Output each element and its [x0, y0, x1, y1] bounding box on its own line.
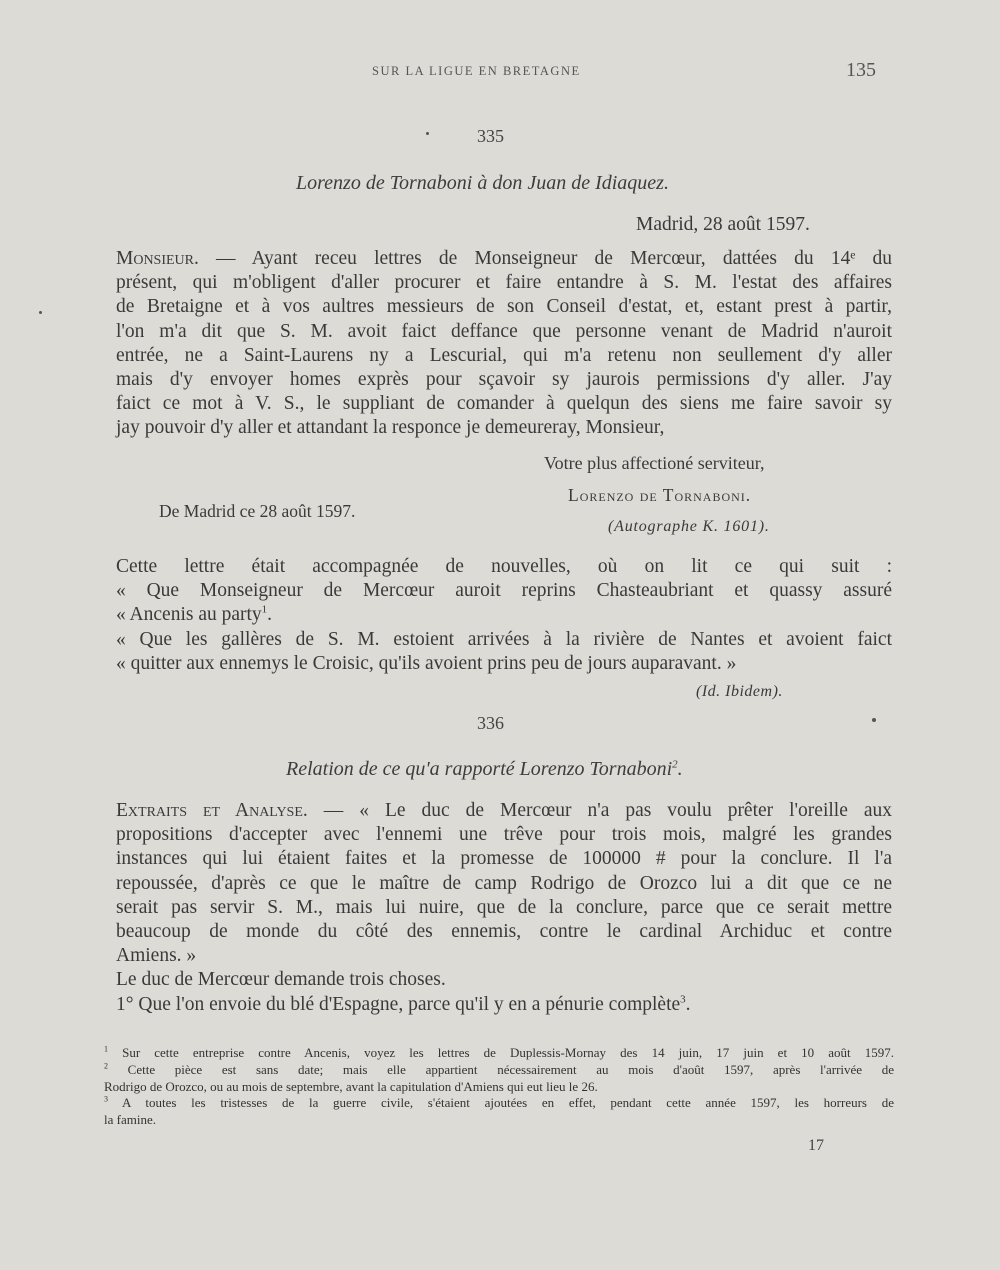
running-head: SUR LA LIGUE EN BRETAGNE: [372, 64, 581, 78]
footnote-ref: 2: [672, 758, 678, 771]
text-line: instances qui lui étaient faites et la promesse de 100000 # pour la conclure. Il l'a: [116, 848, 892, 870]
document-title: Lorenzo de Tornaboni à don Juan de Idiaquez.: [296, 172, 669, 194]
source-reference: (Autographe K. 1601).: [608, 518, 770, 535]
text-line: faict ce mot à V. S., le suppliant de comander à quelqun des siens me faire savoir sy: [116, 393, 892, 415]
source-reference: (Id. Ibidem).: [696, 683, 783, 700]
document-number: 336: [477, 713, 504, 733]
footnote-3-cont: la famine.: [104, 1112, 156, 1128]
footnote-3: $^3$ A toutes les tristesses de la guerre civile, s'étaient ajoutées en effet, pendant cette année 1597, les horreurs de: [104, 1095, 894, 1111]
document-number: 335: [477, 126, 504, 146]
text-line: Monsieur. — Ayant receu lettres de Monseigneur de Mercœur, dattées du 14ᵉ du: [116, 248, 892, 269]
text-line: jay pouvoir d'y aller et attandant la responce je demeureray, Monsieur,: [116, 417, 665, 439]
text-line: présent, qui m'obligent d'aller procurer et faire entandre à S. M. l'estat des affaires: [116, 272, 892, 294]
document-title: Relation de ce qu'a rapporté Lorenzo Tornaboni$^2$.: [286, 758, 683, 780]
text-line: Extraits et Analyse. — « Le duc de Mercœur n'a pas voulu prêter l'oreille aux: [116, 800, 892, 821]
paper-speck: [39, 311, 42, 314]
text-line: entrée, ne a Saint-Laurens ny a Lescurial, qui m'a retenu non seullement d'y aller: [116, 344, 892, 366]
paper-speck: [872, 718, 876, 722]
news-paragraph: [116, 555, 892, 676]
text-line: Cette lettre était accompagnée de nouvelles, où on lit ce qui suit :: [116, 556, 892, 577]
text-line: serait pas servir S. M., mais lui nuire, que de la conclure, parce que ce serait mettre: [116, 896, 892, 918]
footnotes: [104, 1045, 894, 1129]
text-line: 1° Que l'on envoie du blé d'Espagne, parce qu'il y en a pénurie complète$^3$.: [116, 993, 691, 1015]
text-line: « quitter aux ennemys le Croisic, qu'ils avoient prins peu de jours auparavant. »: [116, 652, 737, 674]
letter-place-date: De Madrid ce 28 août 1597.: [159, 501, 356, 521]
footnote-2-cont: Rodrigo de Orozco, ou au mois de septembre, avant la capitulation d'Amiens qui eut lieu le 26.: [104, 1078, 598, 1094]
text-line: de Bretaigne et à vos aultres messieurs de son Conseil d'estat, et, estant prest à partir,: [116, 296, 892, 318]
letter-signature: Lorenzo de Tornaboni.: [568, 485, 752, 505]
text-line: mais d'y envoyer homes exprès pour sçavoir sy jaurois permissions d'y aller. J'ay: [116, 369, 892, 391]
text-line: « Que Monseigneur de Mercœur auroit reprins Chasteaubriant et quassy assuré: [116, 580, 892, 602]
report-body: [116, 799, 892, 1017]
footnote-ref: 1: [261, 603, 268, 616]
text-line: beaucoup de monde du côté des ennemis, contre le cardinal Archiduc et contre: [116, 921, 892, 943]
text-line: Le duc de Mercœur demande trois choses.: [116, 969, 446, 991]
footnote-1: $^1$ Sur cette entreprise contre Ancenis, voyez les lettres de Duplessis-Mornay des 14 juin, 17 juin et 10 août 1597.: [104, 1044, 895, 1060]
text-line: Amiens. »: [116, 945, 197, 967]
salutation: Monsieur.: [116, 248, 199, 269]
text-line: repoussée, d'après ce que le maître de camp Rodrigo de Orozco lui a dit que ce ne: [116, 872, 892, 894]
letter-closing: Votre plus affectioné serviteur,: [544, 453, 765, 473]
text-line: l'on m'a dit que S. M. avoit faict deffance que personne venant de Madrid n'auroit: [116, 320, 892, 342]
letter-body: [116, 247, 892, 441]
paper-speck: [426, 132, 429, 135]
text-line: propositions d'accepter avec l'ennemi une trêve pour trois mois, malgré les grandes: [116, 824, 892, 846]
section-lead: Extraits et Analyse.: [116, 800, 308, 821]
printer-signature-mark: 17: [808, 1137, 824, 1154]
footnote-2: $^2$ Cette pièce est sans date; mais elle appartient nécessairement au mois d'août 1597, après l'arrivée de: [104, 1061, 895, 1077]
text-line: « Que les gallères de S. M. estoient arrivées à la rivière de Nantes et avoient faict: [116, 628, 892, 650]
letter-date: Madrid, 28 août 1597.: [636, 214, 810, 235]
footnote-ref: 3: [680, 993, 686, 1006]
page-number: 135: [846, 59, 876, 81]
text-line: « Ancenis au party$^1$.: [116, 603, 273, 626]
